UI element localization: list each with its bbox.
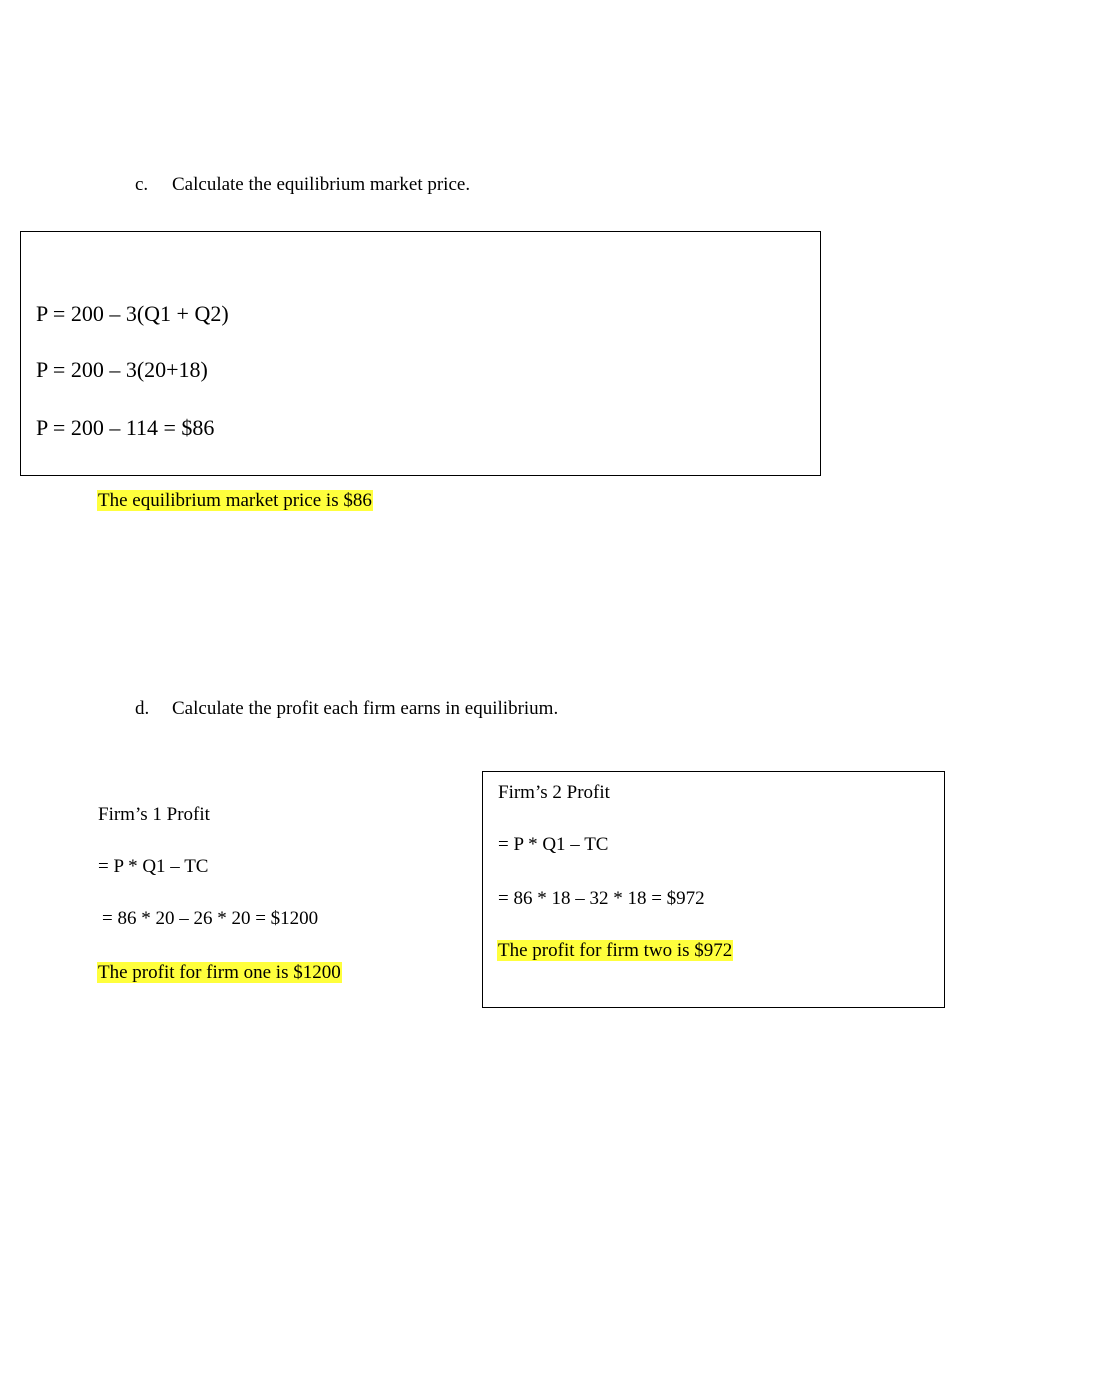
equation-line-1: P = 200 – 3(Q1 + Q2) [36,301,229,326]
equation-box-c [20,231,821,476]
firm2-box [482,771,945,1008]
firm2-answer-highlight: The profit for firm two is $972 [498,940,733,961]
firm2-title: Firm’s 2 Profit [498,782,610,803]
firm1-answer-highlight: The profit for firm one is $1200 [98,962,341,983]
answer-c-highlight: The equilibrium market price is $86 [98,490,372,511]
equation-line-3: P = 200 – 114 = $86 [36,415,215,440]
question-c-label: c. [135,174,149,195]
question-d-label: d. [135,698,150,719]
answer-c [97,489,373,513]
firm2-formula: = P * Q1 – TC [498,834,609,855]
firm1-answer [97,961,342,985]
firm1-title: Firm’s 1 Profit [98,804,210,825]
firm1-calculation: = 86 * 20 – 26 * 20 = $1200 [102,908,319,929]
firm2-answer [497,939,733,963]
question-c-text: Calculate the equilibrium market price. [172,174,471,195]
equation-line-2: P = 200 – 3(20+18) [36,357,208,382]
firm2-calculation: = 86 * 18 – 32 * 18 = $972 [498,888,705,909]
question-d-text: Calculate the profit each firm earns in equilibrium. [172,698,559,719]
firm1-formula: = P * Q1 – TC [98,856,209,877]
